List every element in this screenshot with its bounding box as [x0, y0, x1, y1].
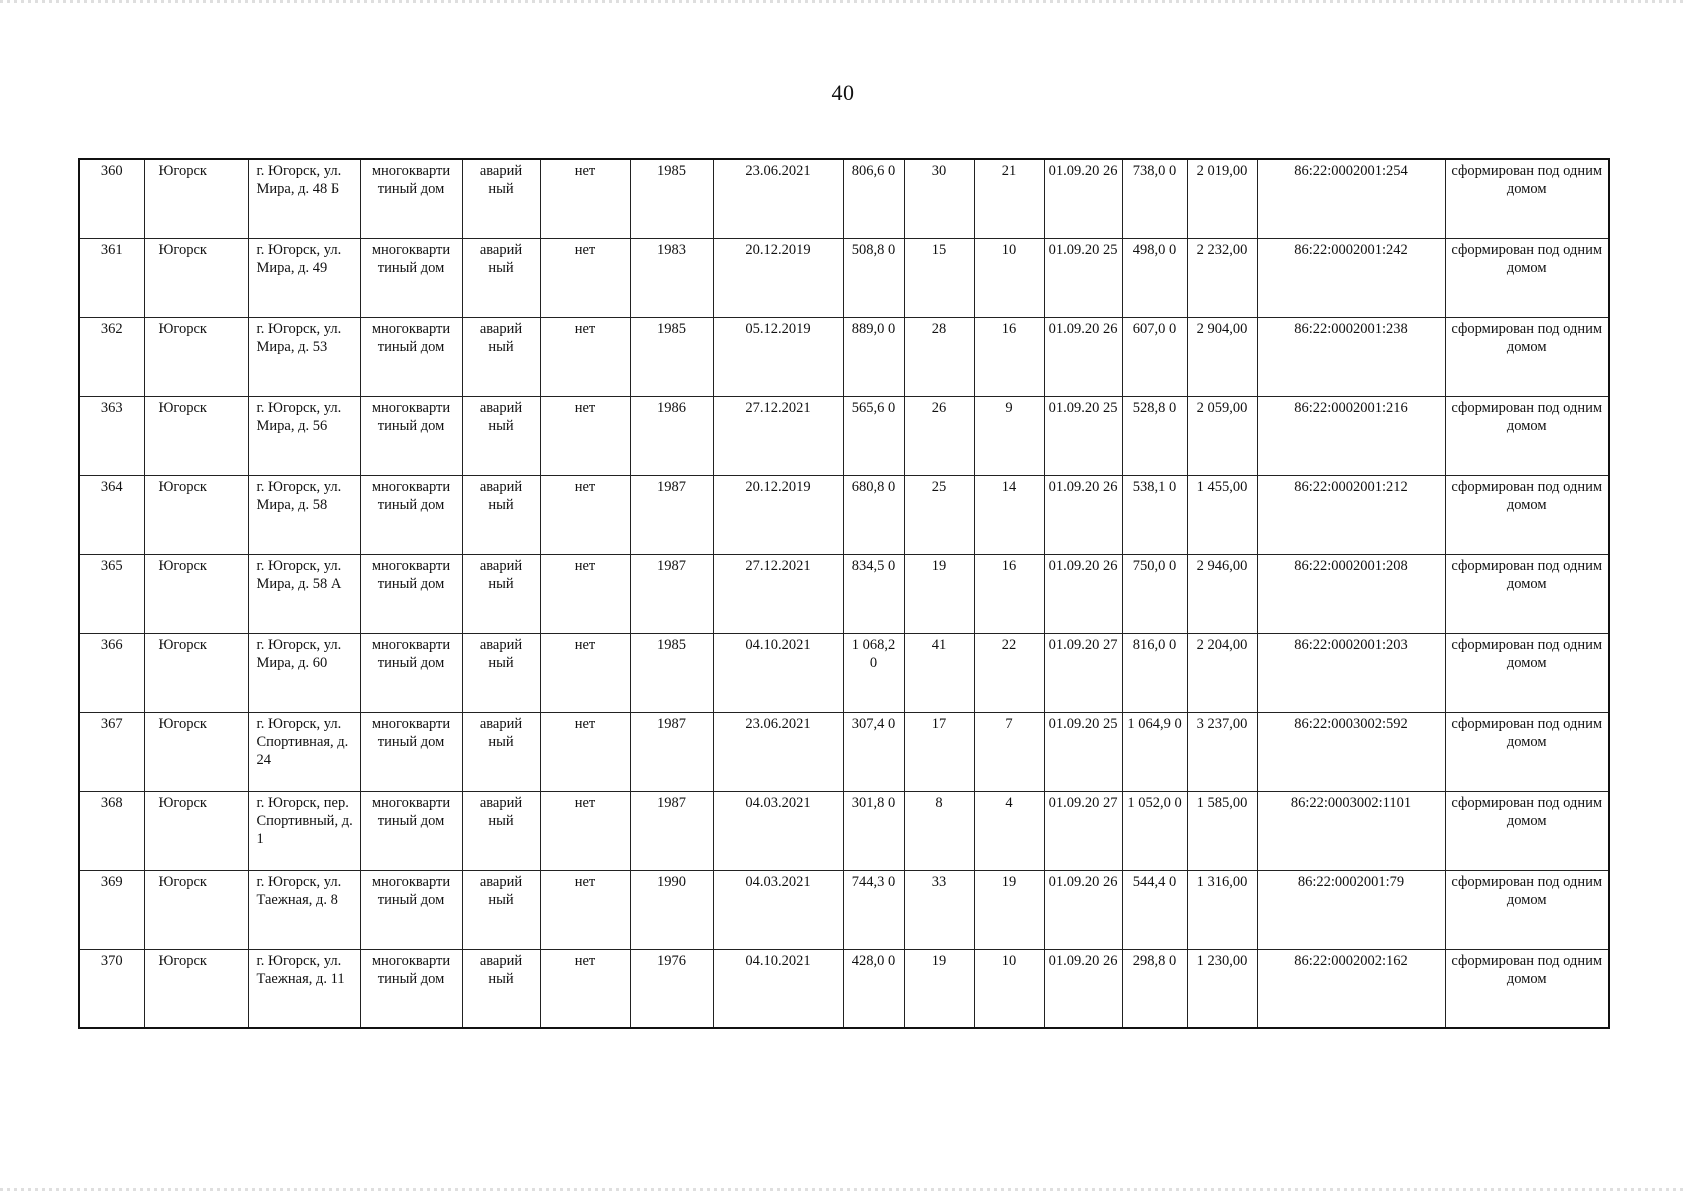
- cell-units: 4: [974, 791, 1044, 870]
- cell-address: г. Югорск, ул. Мира, д. 48 Б: [248, 159, 360, 238]
- cell-cadastral-number: 86:22:0002001:216: [1257, 396, 1445, 475]
- cell-relocation-flag: нет: [540, 475, 630, 554]
- cell-relocation-flag: нет: [540, 238, 630, 317]
- cell-units: 19: [974, 870, 1044, 949]
- cell-land-status: сформирован под одним домом: [1445, 475, 1609, 554]
- cell-municipality: Югорск: [144, 238, 248, 317]
- cell-house-type: многокварти тиный дом: [360, 238, 462, 317]
- cell-total-area: 508,8 0: [843, 238, 904, 317]
- cell-row-number: 363: [79, 396, 144, 475]
- table-row: [79, 712, 1609, 791]
- housing-registry-table: [78, 158, 1610, 1029]
- cell-recognition-date: 20.12.2019: [713, 475, 843, 554]
- cell-condition: аварий ный: [462, 870, 540, 949]
- table-row: [79, 870, 1609, 949]
- cell-municipality: Югорск: [144, 633, 248, 712]
- table-row: [79, 791, 1609, 870]
- cell-address: г. Югорск, ул. Таежная, д. 11: [248, 949, 360, 1028]
- cell-residential-area: 816,0 0: [1122, 633, 1187, 712]
- cell-municipality: Югорск: [144, 791, 248, 870]
- cell-units: 22: [974, 633, 1044, 712]
- cell-recognition-date: 04.10.2021: [713, 949, 843, 1028]
- cell-residential-area: 544,4 0: [1122, 870, 1187, 949]
- cell-address: г. Югорск, ул. Мира, д. 58 А: [248, 554, 360, 633]
- cell-recognition-date: 04.03.2021: [713, 870, 843, 949]
- cell-land-area: 1 455,00: [1187, 475, 1257, 554]
- scan-edge-bottom: [0, 1188, 1686, 1191]
- cell-relocation-deadline: 01.09.20 26: [1044, 475, 1122, 554]
- cell-year-built: 1976: [630, 949, 713, 1028]
- cell-relocation-flag: нет: [540, 870, 630, 949]
- cell-house-type: многокварти тиный дом: [360, 396, 462, 475]
- cell-residents: 8: [904, 791, 974, 870]
- cell-municipality: Югорск: [144, 475, 248, 554]
- cell-row-number: 368: [79, 791, 144, 870]
- cell-year-built: 1987: [630, 475, 713, 554]
- cell-residents: 25: [904, 475, 974, 554]
- cell-residential-area: 1 064,9 0: [1122, 712, 1187, 791]
- cell-address: г. Югорск, ул. Мира, д. 53: [248, 317, 360, 396]
- cell-total-area: 1 068,2 0: [843, 633, 904, 712]
- cell-address: г. Югорск, пер. Спортивный, д. 1: [248, 791, 360, 870]
- table-row: [79, 238, 1609, 317]
- cell-relocation-deadline: 01.09.20 27: [1044, 791, 1122, 870]
- cell-year-built: 1985: [630, 633, 713, 712]
- cell-house-type: многокварти тиный дом: [360, 317, 462, 396]
- cell-row-number: 370: [79, 949, 144, 1028]
- cell-land-area: 2 204,00: [1187, 633, 1257, 712]
- page-number: 40: [831, 80, 855, 105]
- cell-relocation-flag: нет: [540, 317, 630, 396]
- cell-residential-area: 607,0 0: [1122, 317, 1187, 396]
- cell-row-number: 361: [79, 238, 144, 317]
- cell-relocation-flag: нет: [540, 554, 630, 633]
- cell-year-built: 1985: [630, 317, 713, 396]
- cell-house-type: многокварти тиный дом: [360, 791, 462, 870]
- cell-recognition-date: 04.03.2021: [713, 791, 843, 870]
- cell-relocation-flag: нет: [540, 633, 630, 712]
- cell-house-type: многокварти тиный дом: [360, 475, 462, 554]
- cell-house-type: многокварти тиный дом: [360, 159, 462, 238]
- cell-condition: аварий ный: [462, 949, 540, 1028]
- cell-condition: аварий ный: [462, 475, 540, 554]
- cell-cadastral-number: 86:22:0003002:1101: [1257, 791, 1445, 870]
- cell-relocation-deadline: 01.09.20 26: [1044, 554, 1122, 633]
- cell-land-area: 2 019,00: [1187, 159, 1257, 238]
- cell-address: г. Югорск, ул. Мира, д. 58: [248, 475, 360, 554]
- cell-condition: аварий ный: [462, 159, 540, 238]
- cell-residential-area: 298,8 0: [1122, 949, 1187, 1028]
- cell-units: 16: [974, 554, 1044, 633]
- cell-relocation-deadline: 01.09.20 25: [1044, 396, 1122, 475]
- cell-condition: аварий ный: [462, 317, 540, 396]
- cell-year-built: 1987: [630, 712, 713, 791]
- cell-relocation-deadline: 01.09.20 26: [1044, 159, 1122, 238]
- cell-residential-area: 738,0 0: [1122, 159, 1187, 238]
- cell-municipality: Югорск: [144, 396, 248, 475]
- cell-relocation-deadline: 01.09.20 26: [1044, 870, 1122, 949]
- cell-residents: 26: [904, 396, 974, 475]
- cell-row-number: 364: [79, 475, 144, 554]
- cell-land-status: сформирован под одним домом: [1445, 712, 1609, 791]
- cell-relocation-flag: нет: [540, 159, 630, 238]
- table-row: [79, 475, 1609, 554]
- cell-house-type: многокварти тиный дом: [360, 712, 462, 791]
- cell-residential-area: 1 052,0 0: [1122, 791, 1187, 870]
- cell-residents: 19: [904, 554, 974, 633]
- cell-house-type: многокварти тиный дом: [360, 554, 462, 633]
- cell-total-area: 565,6 0: [843, 396, 904, 475]
- cell-row-number: 360: [79, 159, 144, 238]
- cell-address: г. Югорск, ул. Таежная, д. 8: [248, 870, 360, 949]
- cell-residents: 28: [904, 317, 974, 396]
- cell-recognition-date: 27.12.2021: [713, 396, 843, 475]
- cell-land-area: 2 946,00: [1187, 554, 1257, 633]
- cell-relocation-flag: нет: [540, 949, 630, 1028]
- cell-residential-area: 750,0 0: [1122, 554, 1187, 633]
- cell-total-area: 680,8 0: [843, 475, 904, 554]
- table-row: [79, 317, 1609, 396]
- cell-condition: аварий ный: [462, 238, 540, 317]
- cell-total-area: 806,6 0: [843, 159, 904, 238]
- cell-land-area: 3 237,00: [1187, 712, 1257, 791]
- cell-units: 9: [974, 396, 1044, 475]
- cell-relocation-flag: нет: [540, 396, 630, 475]
- cell-total-area: 428,0 0: [843, 949, 904, 1028]
- cell-land-area: 1 316,00: [1187, 870, 1257, 949]
- cell-year-built: 1987: [630, 791, 713, 870]
- cell-land-status: сформирован под одним домом: [1445, 949, 1609, 1028]
- cell-year-built: 1986: [630, 396, 713, 475]
- cell-year-built: 1983: [630, 238, 713, 317]
- cell-residents: 41: [904, 633, 974, 712]
- cell-municipality: Югорск: [144, 554, 248, 633]
- cell-cadastral-number: 86:22:0002002:162: [1257, 949, 1445, 1028]
- cell-land-status: сформирован под одним домом: [1445, 159, 1609, 238]
- table-row: [79, 396, 1609, 475]
- cell-year-built: 1990: [630, 870, 713, 949]
- table-row: [79, 159, 1609, 238]
- cell-condition: аварий ный: [462, 396, 540, 475]
- cell-year-built: 1985: [630, 159, 713, 238]
- cell-condition: аварий ный: [462, 712, 540, 791]
- cell-row-number: 369: [79, 870, 144, 949]
- cell-land-area: 2 059,00: [1187, 396, 1257, 475]
- cell-relocation-deadline: 01.09.20 25: [1044, 712, 1122, 791]
- cell-address: г. Югорск, ул. Спортивная, д. 24: [248, 712, 360, 791]
- table-body: [79, 159, 1609, 1028]
- cell-cadastral-number: 86:22:0002001:79: [1257, 870, 1445, 949]
- cell-land-status: сформирован под одним домом: [1445, 791, 1609, 870]
- cell-condition: аварий ный: [462, 554, 540, 633]
- cell-recognition-date: 27.12.2021: [713, 554, 843, 633]
- cell-recognition-date: 23.06.2021: [713, 712, 843, 791]
- cell-condition: аварий ный: [462, 633, 540, 712]
- table-row: [79, 633, 1609, 712]
- cell-units: 21: [974, 159, 1044, 238]
- cell-row-number: 365: [79, 554, 144, 633]
- cell-municipality: Югорск: [144, 870, 248, 949]
- cell-units: 10: [974, 949, 1044, 1028]
- cell-row-number: 367: [79, 712, 144, 791]
- cell-land-area: 1 585,00: [1187, 791, 1257, 870]
- cell-residents: 30: [904, 159, 974, 238]
- cell-total-area: 301,8 0: [843, 791, 904, 870]
- cell-recognition-date: 05.12.2019: [713, 317, 843, 396]
- cell-municipality: Югорск: [144, 159, 248, 238]
- cell-cadastral-number: 86:22:0002001:242: [1257, 238, 1445, 317]
- cell-year-built: 1987: [630, 554, 713, 633]
- cell-cadastral-number: 86:22:0002001:254: [1257, 159, 1445, 238]
- cell-land-area: 1 230,00: [1187, 949, 1257, 1028]
- cell-house-type: многокварти тиный дом: [360, 870, 462, 949]
- cell-relocation-flag: нет: [540, 712, 630, 791]
- cell-address: г. Югорск, ул. Мира, д. 60: [248, 633, 360, 712]
- cell-land-status: сформирован под одним домом: [1445, 870, 1609, 949]
- cell-total-area: 307,4 0: [843, 712, 904, 791]
- cell-address: г. Югорск, ул. Мира, д. 49: [248, 238, 360, 317]
- cell-total-area: 744,3 0: [843, 870, 904, 949]
- table-row: [79, 949, 1609, 1028]
- cell-cadastral-number: 86:22:0002001:208: [1257, 554, 1445, 633]
- cell-recognition-date: 04.10.2021: [713, 633, 843, 712]
- cell-residents: 17: [904, 712, 974, 791]
- cell-land-status: сформирован под одним домом: [1445, 396, 1609, 475]
- cell-row-number: 362: [79, 317, 144, 396]
- cell-cadastral-number: 86:22:0003002:592: [1257, 712, 1445, 791]
- cell-residential-area: 498,0 0: [1122, 238, 1187, 317]
- cell-recognition-date: 20.12.2019: [713, 238, 843, 317]
- cell-land-status: сформирован под одним домом: [1445, 554, 1609, 633]
- cell-total-area: 889,0 0: [843, 317, 904, 396]
- cell-residential-area: 538,1 0: [1122, 475, 1187, 554]
- cell-total-area: 834,5 0: [843, 554, 904, 633]
- cell-land-status: сформирован под одним домом: [1445, 238, 1609, 317]
- cell-relocation-deadline: 01.09.20 27: [1044, 633, 1122, 712]
- cell-relocation-deadline: 01.09.20 26: [1044, 949, 1122, 1028]
- cell-residents: 33: [904, 870, 974, 949]
- cell-condition: аварий ный: [462, 791, 540, 870]
- cell-land-area: 2 232,00: [1187, 238, 1257, 317]
- cell-land-status: сформирован под одним домом: [1445, 317, 1609, 396]
- cell-cadastral-number: 86:22:0002001:238: [1257, 317, 1445, 396]
- cell-residents: 19: [904, 949, 974, 1028]
- scan-edge-top: [0, 0, 1686, 3]
- cell-municipality: Югорск: [144, 712, 248, 791]
- cell-cadastral-number: 86:22:0002001:203: [1257, 633, 1445, 712]
- cell-land-area: 2 904,00: [1187, 317, 1257, 396]
- cell-recognition-date: 23.06.2021: [713, 159, 843, 238]
- cell-units: 7: [974, 712, 1044, 791]
- cell-house-type: многокварти тиный дом: [360, 633, 462, 712]
- cell-land-status: сформирован под одним домом: [1445, 633, 1609, 712]
- cell-units: 10: [974, 238, 1044, 317]
- cell-units: 16: [974, 317, 1044, 396]
- cell-residential-area: 528,8 0: [1122, 396, 1187, 475]
- table-row: [79, 554, 1609, 633]
- cell-cadastral-number: 86:22:0002001:212: [1257, 475, 1445, 554]
- cell-municipality: Югорск: [144, 317, 248, 396]
- cell-house-type: многокварти тиный дом: [360, 949, 462, 1028]
- cell-row-number: 366: [79, 633, 144, 712]
- cell-relocation-deadline: 01.09.20 26: [1044, 317, 1122, 396]
- cell-units: 14: [974, 475, 1044, 554]
- cell-address: г. Югорск, ул. Мира, д. 56: [248, 396, 360, 475]
- cell-residents: 15: [904, 238, 974, 317]
- cell-relocation-flag: нет: [540, 791, 630, 870]
- cell-municipality: Югорск: [144, 949, 248, 1028]
- cell-relocation-deadline: 01.09.20 25: [1044, 238, 1122, 317]
